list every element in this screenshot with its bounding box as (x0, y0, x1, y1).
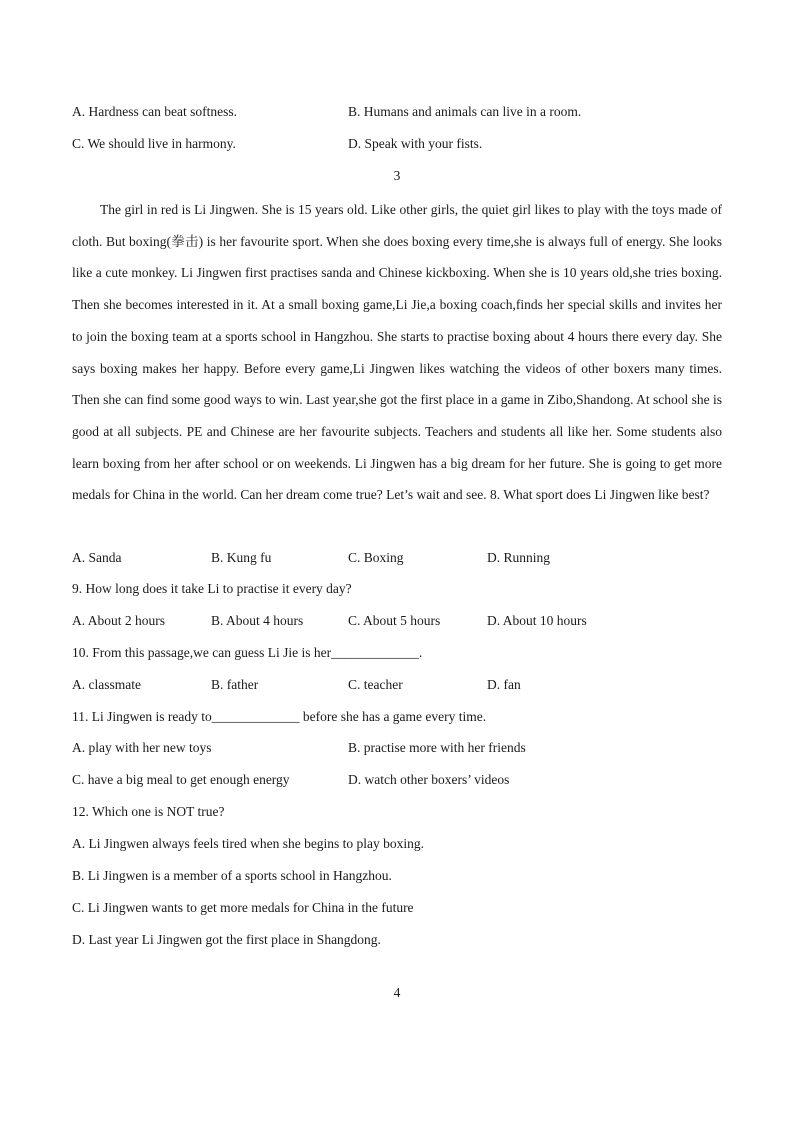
q10-option-c[interactable]: C. teacher (348, 677, 403, 692)
q7-option-c[interactable]: C. We should live in harmony. (72, 136, 236, 151)
q8-option-c[interactable]: C. Boxing (348, 550, 404, 565)
q9-option-a[interactable]: A. About 2 hours (72, 613, 166, 628)
q12-option-a[interactable]: A. Li Jingwen always feels tired when she begins to play boxing. (72, 836, 425, 851)
page-number-4: 4 (393, 985, 401, 1000)
q10-option-a[interactable]: A. classmate (72, 677, 141, 692)
q10-option-b[interactable]: B. father (211, 677, 259, 692)
q7-option-b[interactable]: B. Humans and animals can live in a room. (348, 104, 582, 119)
q7-option-a[interactable]: A. Hardness can beat softness. (72, 104, 237, 119)
q8-option-a[interactable]: A. Sanda (72, 550, 122, 565)
q11-option-c[interactable]: C. have a big meal to get enough energy (72, 772, 290, 787)
q10-question: 10. From this passage,we can guess Li Jie is her_____________. (72, 645, 423, 660)
reading-passage: The girl in red is Li Jingwen. She is 15 years old. Like other girls, the quiet girl likes to play with the toys made of cloth. But boxing(拳击) is her favourite sport. When she does boxing every time,she is always full of energy. She looks like a cute monkey. Li Jingwen first practises sanda and Chinese kickboxing. When she is 10 years old,she tries boxing. Then she becomes interested in it. At a small boxing game,Li Jie,a boxing coach,finds her special skills and invites her to join the boxing team at a sports school in Hangzhou. She starts to practise boxing about 4 hours there every day. She says boxing makes her happy. Before every game,Li Jingwen likes watching the videos of other boxers many times. Then she can find some good ways to win. Last year,she got the first place in a game in Zibo,Shandong. At school she is good at all subjects. PE and Chinese are her favourite subjects. Teachers and students all like her. Some students also learn boxing from her after school or on weekends. Li Jingwen has a big dream for her future. She is going to get more medals for China in the world. Can her dream come true? Let’s wait and see. 8. What sport does Li Jingwen like best? (72, 202, 722, 503)
q10-option-d[interactable]: D. fan (487, 677, 521, 692)
q9-option-d[interactable]: D. About 10 hours (487, 613, 587, 628)
page-number-3: 3 (393, 168, 401, 183)
q8-option-d[interactable]: D. Running (487, 550, 551, 565)
q7-option-d[interactable]: D. Speak with your fists. (348, 136, 483, 151)
q11-option-a[interactable]: A. play with her new toys (72, 740, 212, 755)
q8-option-b[interactable]: B. Kung fu (211, 550, 272, 565)
q12-option-d[interactable]: D. Last year Li Jingwen got the first place in Shangdong. (72, 932, 381, 947)
q11-option-b[interactable]: B. practise more with her friends (348, 740, 526, 755)
q12-question: 12. Which one is NOT true? (72, 804, 225, 819)
q9-option-c[interactable]: C. About 5 hours (348, 613, 441, 628)
q11-question: 11. Li Jingwen is ready to_____________ before she has a game every time. (72, 709, 487, 724)
q12-option-b[interactable]: B. Li Jingwen is a member of a sports school in Hangzhou. (72, 868, 392, 883)
q9-option-b[interactable]: B. About 4 hours (211, 613, 304, 628)
q12-option-c[interactable]: C. Li Jingwen wants to get more medals for China in the future (72, 900, 414, 915)
q9-question: 9. How long does it take Li to practise it every day? (72, 581, 352, 596)
q11-option-d[interactable]: D. watch other boxers’ videos (348, 772, 510, 787)
